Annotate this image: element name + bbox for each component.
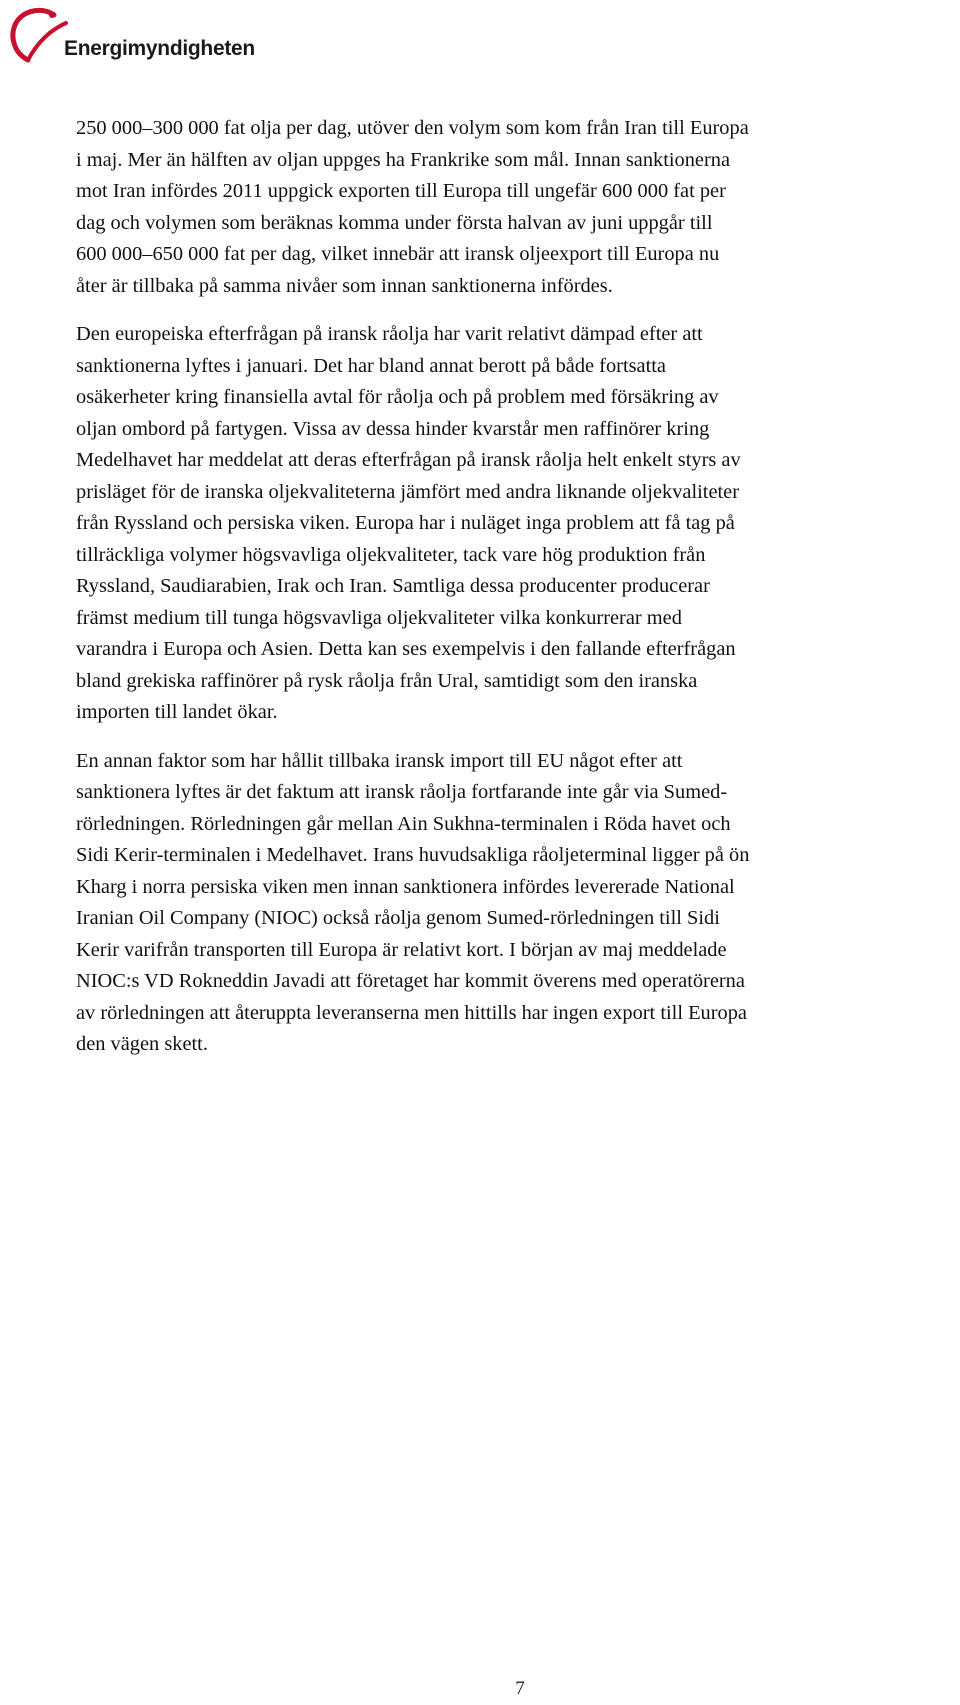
text-line: mot Iran infördes 2011 uppgick exporten till Europa till ungefär 600 000 fat per: [76, 180, 726, 202]
text-line: prisläget för de iranska oljekvaliteterna jämfört med andra liknande oljekvaliteter: [76, 480, 739, 503]
text-line: 600 000–650 000 fat per dag, vilket innebär att iransk oljeexport till Europa nu: [76, 243, 720, 265]
energimyndigheten-logo-icon: [8, 5, 70, 67]
text-line: Kerir varifrån transporten till Europa är relativt kort. I början av maj meddelade: [76, 938, 727, 961]
text-line: åter är tillbaka på samma nivåer som innan sanktionerna infördes.: [76, 274, 613, 297]
body-paragraph: [76, 319, 960, 729]
text-line: sanktionera lyftes är det faktum att iransk råolja fortfarande inte går via Sumed-: [76, 781, 728, 803]
logo-wordmark: Energimyndigheten: [64, 37, 255, 60]
text-line: varandra i Europa och Asien. Detta kan ses exempelvis i den fallande efterfrågan: [76, 638, 736, 660]
text-line: NIOC:s VD Rokneddin Javadi att företaget har kommit överens med operatörerna: [76, 970, 745, 992]
text-line: i maj. Mer än hälften av oljan uppges ha Frankrike som mål. Innan sanktionerna: [76, 148, 731, 171]
text-line: En annan faktor som har hållit tillbaka iransk import till EU något efter att: [76, 749, 683, 772]
text-line: den vägen skett.: [76, 1033, 208, 1055]
text-line: Kharg i norra persiska viken men innan sanktionera infördes levererade National: [76, 875, 735, 898]
text-line: bland grekiska raffinörer på rysk råolja från Ural, samtidigt som den iranska: [76, 669, 698, 692]
text-line: Den europeiska efterfrågan på iransk råolja har varit relativt dämpad efter att: [76, 323, 703, 345]
text-line: importen till landet ökar.: [76, 701, 278, 723]
text-line: osäkerheter kring finansiella avtal för råolja och på problem med försäkring av: [76, 386, 719, 408]
text-line: tillräckliga volymer högsvavliga oljekvaliteter, tack vare hög produktion från: [76, 543, 706, 566]
text-line: Medelhavet har meddelat att deras efterfrågan på iransk råolja helt enkelt styrs av: [76, 449, 741, 471]
text-line: av rörledningen att återuppta leveranserna men hittills har ingen export till Europa: [76, 1001, 747, 1024]
text-line: Sidi Kerir-terminalen i Medelhavet. Irans huvudsakliga råoljeterminal ligger på ön: [76, 844, 750, 866]
text-line: 250 000–300 000 fat olja per dag, utöver den volym som kom från Iran till Europa: [76, 117, 749, 139]
text-line: Ryssland, Saudiarabien, Irak och Iran. Samtliga dessa producenter producerar: [76, 575, 710, 597]
text-line: dag och volymen som beräknas komma under första halvan av juni uppgår till: [76, 211, 713, 234]
body-paragraph: [76, 113, 960, 302]
body-paragraph: [76, 746, 960, 1061]
text-line: Iranian Oil Company (NIOC) också råolja genom Sumed-rörledningen till Sidi: [76, 907, 720, 929]
text-line: sanktionerna lyftes i januari. Det har bland annat berott på både fortsatta: [76, 354, 666, 377]
document-body: [76, 113, 960, 1078]
text-line: från Ryssland och persiska viken. Europa har i nuläget inga problem att få tag på: [76, 512, 735, 534]
text-line: oljan ombord på fartygen. Vissa av dessa hinder kvarstår men raffinörer kring: [76, 417, 710, 440]
text-line: främst medium till tunga högsvavliga oljekvaliteter vilka konkurrerar med: [76, 606, 682, 629]
page-number: 7: [515, 1678, 525, 1699]
text-line: rörledningen. Rörledningen går mellan Ain Sukhna-terminalen i Röda havet och: [76, 812, 731, 835]
page-header: [8, 5, 308, 67]
